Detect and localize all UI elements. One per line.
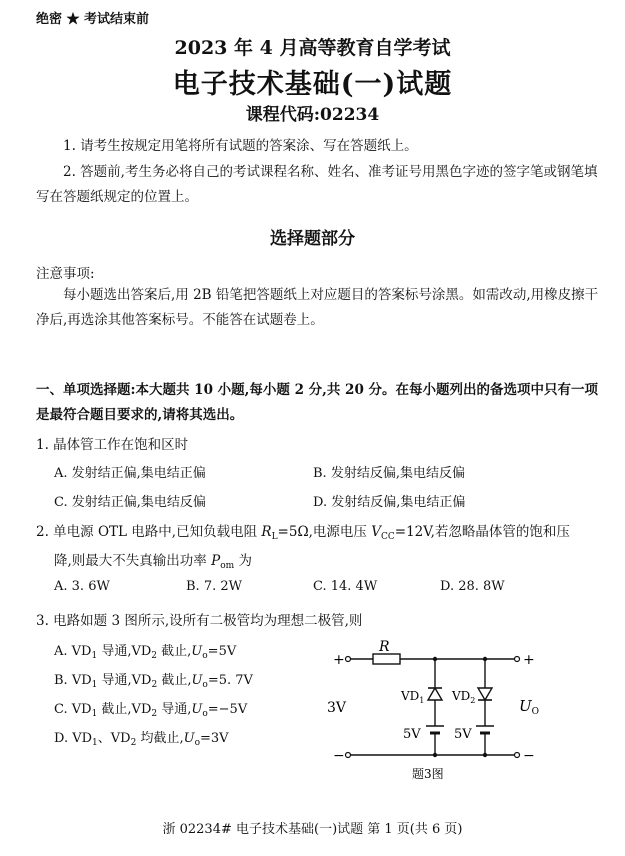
q2-stem-line2 bbox=[54, 549, 252, 569]
label-plus-left: + bbox=[333, 652, 345, 668]
q2-stem-c: =12V,若忽略晶体管的饱和压 bbox=[394, 524, 570, 540]
q3-option-a: A. $VD_1$ 导通$,VD_2$ 截止$,U_o=5V$ bbox=[54, 644, 237, 661]
terminal-top-right bbox=[515, 657, 520, 662]
q2-pom-subscript: om bbox=[220, 561, 235, 571]
label-battery1: 5V bbox=[403, 727, 421, 742]
label-vd1: $VD_1$ bbox=[401, 689, 425, 705]
label-plus-right: + bbox=[523, 652, 535, 668]
q2-option-b: B. 7. 2W bbox=[186, 579, 242, 594]
terminal-bottom-right bbox=[515, 753, 520, 758]
label-minus-left: − bbox=[333, 748, 345, 764]
q3-stem: 3. 电路如题 3 图所示,设所有二极管均为理想二极管,则 bbox=[36, 613, 363, 629]
q2-rl-subscript: L bbox=[271, 532, 278, 542]
paper-title: 电子技术基础(一)试题 bbox=[172, 69, 453, 100]
terminal-top-left bbox=[346, 657, 351, 662]
notes-label: 注意事项: bbox=[36, 266, 95, 282]
instruction-2: 2. 答题前,考生务必将自己的考试课程名称、姓名、准考证号用黑色字迹的签字笔或钢笔填写在答题纸规定的位置上。 bbox=[36, 164, 598, 205]
label-input-voltage: 3V bbox=[327, 700, 347, 716]
q2-vcc-symbol: V bbox=[371, 524, 381, 540]
resistor-r bbox=[373, 654, 400, 664]
q3-option-c: C. $VD_1$ 截止$,VD_2$ 导通$,U_o=-5V$ bbox=[54, 702, 248, 719]
q2-stem-line2-b: 为 bbox=[238, 553, 252, 569]
figure-caption: 题3图 bbox=[412, 767, 444, 781]
label-output-voltage: $U_O$ bbox=[519, 697, 540, 717]
page-footer: 浙 02234# 电子技术基础(一)试题 第 1 页(共 6 页) bbox=[162, 822, 463, 837]
q2-stem-b: =5Ω,电源电压 bbox=[277, 524, 367, 540]
q2-pom-symbol: P bbox=[211, 553, 221, 569]
q1-stem: 1. 晶体管工作在饱和区时 bbox=[36, 437, 189, 453]
label-battery2: 5V bbox=[454, 727, 472, 742]
diode-vd2 bbox=[478, 688, 492, 700]
part-one-heading bbox=[36, 378, 601, 428]
q2-vcc-subscript: CC bbox=[380, 532, 395, 542]
instruction-1: 1. 请考生按规定用笔将所有试题的答案涂、写在答题纸上。 bbox=[63, 138, 418, 154]
q2-option-d: D. 28. 8W bbox=[440, 579, 505, 594]
notes-text: 每小题选出答案后,用 2B 铅笔把答题纸上对应题目的答案标号涂黑。如需改动,用橡皮擦干净后,再选涂其他答案标号。不能答在试题卷上。 bbox=[36, 287, 599, 328]
label-resistor: R bbox=[379, 640, 390, 655]
q1-option-b: B. 发射结反偏,集电结反偏 bbox=[313, 466, 465, 481]
q2-stem-a: 2. 单电源 OTL 电路中,已知负载电阻 bbox=[36, 524, 258, 540]
q1-option-a: A. 发射结正偏,集电结正偏 bbox=[54, 466, 206, 481]
q1-option-c: C. 发射结正偏,集电结反偏 bbox=[54, 495, 206, 510]
q3-option-b: B. $VD_1$ 导通$,VD_2$ 截止$,U_o=5$. 7V bbox=[54, 673, 253, 690]
q2-option-a: A. 3. 6W bbox=[54, 579, 110, 594]
section-title: 选择题部分 bbox=[270, 229, 355, 249]
q1-option-d: D. 发射结反偏,集电结正偏 bbox=[313, 495, 466, 510]
q2-stem-line1 bbox=[36, 520, 570, 540]
course-code: 课程代码:02234 bbox=[245, 105, 380, 125]
terminal-bottom-left bbox=[346, 753, 351, 758]
q2-stem-line2-a: 降,则最大不失真输出功率 bbox=[54, 553, 207, 569]
exam-title: 2023 年 4 月高等教育自学考试 bbox=[174, 37, 451, 59]
part-one-heading-text: 一、单项选择题:本大题共 10 小题,每小题 2 分,共 20 分。在每小题列出的备选项中只有一项是最符合题目要求的,请将其选出。 bbox=[36, 382, 599, 423]
confidential-label: 绝密 ★ 考试结束前 bbox=[36, 12, 150, 27]
q2-option-c: C. 14. 4W bbox=[313, 579, 378, 594]
diode-vd1 bbox=[428, 688, 442, 700]
q3-option-d: D. $VD_1$、$VD_2$ 均截止$,U_o=3V$ bbox=[54, 731, 229, 748]
label-vd2: $VD_2$ bbox=[452, 689, 476, 705]
q2-rl-symbol: R bbox=[261, 524, 272, 540]
label-minus-right: − bbox=[523, 748, 535, 764]
q3-circuit-diagram bbox=[325, 640, 550, 785]
